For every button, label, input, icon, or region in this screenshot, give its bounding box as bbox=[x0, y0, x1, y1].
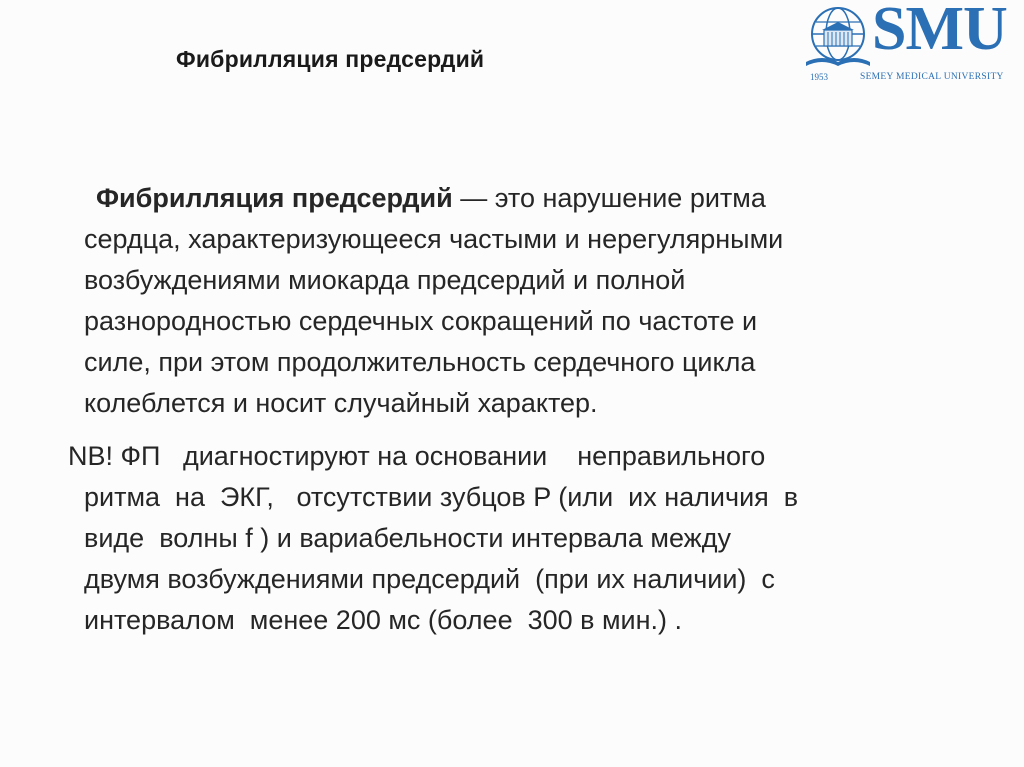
paragraph1-line2: сердца, характеризующееся частыми и нерегулярными bbox=[84, 224, 784, 254]
paragraph1-line6: колеблется и носит случайный характер. bbox=[84, 388, 598, 418]
paragraph2-line3: виде волны f ) и вариабельности интервала между bbox=[84, 523, 731, 553]
logo-wordmark: SMU bbox=[872, 0, 1007, 63]
paragraph1-line3: возбуждениями миокарда предсердий и полной bbox=[84, 265, 686, 295]
paragraph1-line5: силе, при этом продолжительность сердечного цикла bbox=[84, 347, 756, 377]
paragraph2-line1: NB! ФП диагностируют на основании неправильного bbox=[68, 441, 766, 471]
logo-subtitle: SEMEY MEDICAL UNIVERSITY bbox=[860, 72, 1004, 82]
paragraph2-line2: ритма на ЭКГ, отсутствии зубцов P (или их наличия в bbox=[84, 482, 799, 512]
slide-title: Фибрилляция предсердий bbox=[176, 46, 485, 72]
paragraph2-line4: двумя возбуждениями предсердий (при их наличии) с bbox=[84, 564, 775, 594]
university-emblem-icon bbox=[798, 0, 878, 80]
paragraph2-line5: интервалом менее 200 мс (более 300 в мин.) . bbox=[84, 605, 683, 635]
paragraph1-line4: разнородностью сердечных сокращений по частоте и bbox=[84, 306, 758, 336]
logo-year: 1953 bbox=[810, 72, 828, 82]
definition-term: Фибрилляция предсердий bbox=[96, 183, 453, 213]
smu-logo bbox=[798, 0, 1024, 92]
paragraph1-line1 bbox=[96, 178, 766, 219]
definition-text: — это нарушение ритма bbox=[452, 183, 766, 213]
